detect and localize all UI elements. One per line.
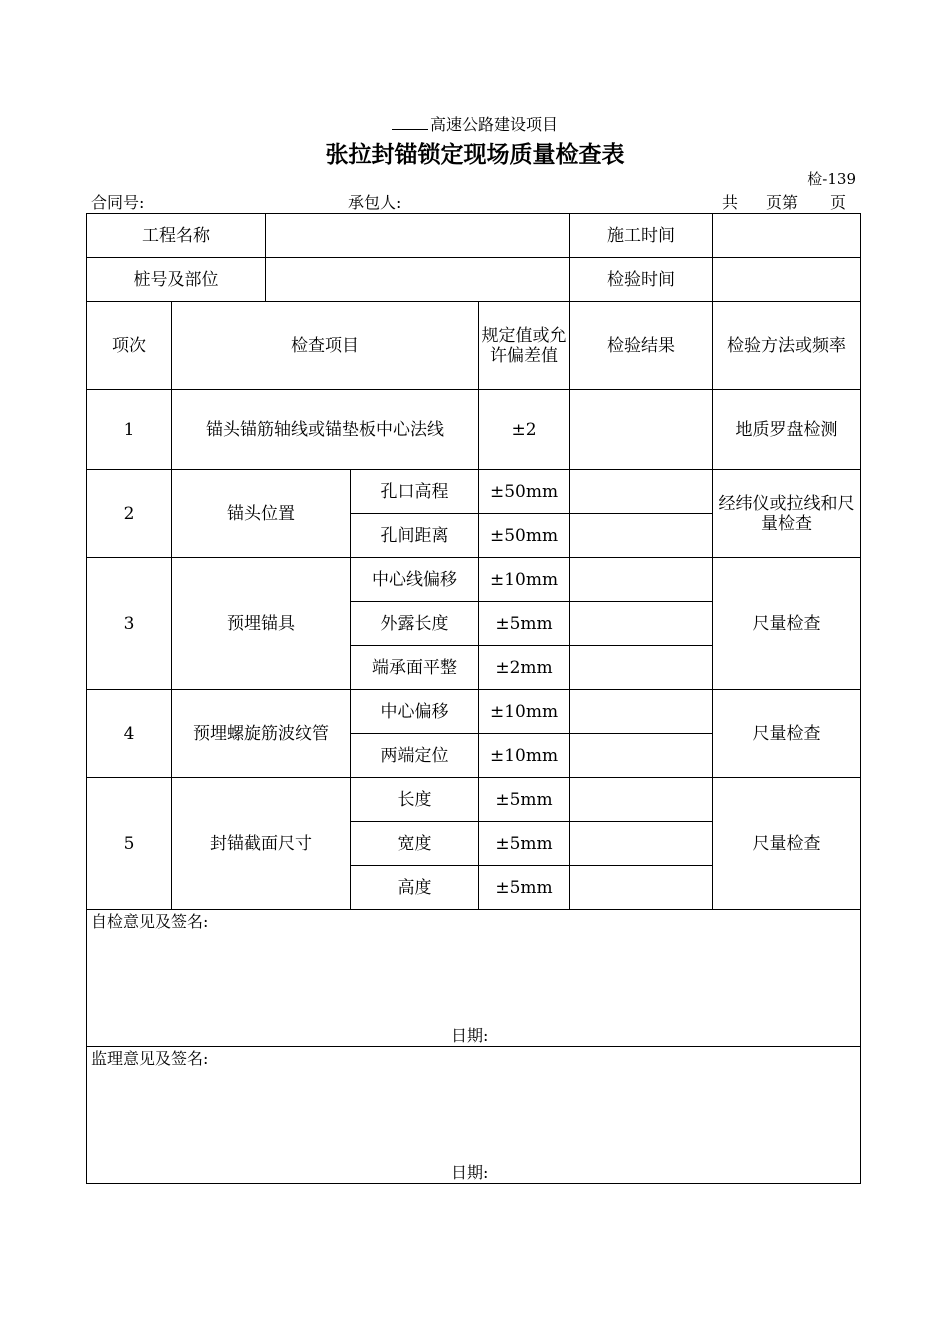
item-name: 锚头锚筋轴线或锚垫板中心法线 [172,390,479,470]
supervision-box[interactable] [87,1047,861,1184]
sub-item-result[interactable] [570,866,713,910]
page-mid-label: 页第 [766,193,799,212]
construction-time-value[interactable] [713,214,861,258]
sub-item-result[interactable] [570,822,713,866]
sub-item-name: 孔口高程 [351,470,479,514]
project-name-blank [392,115,428,130]
sub-item-tolerance: ±50mm [479,514,570,558]
self-check-row [87,910,861,1047]
item-result[interactable] [570,390,713,470]
sub-item-name: 孔间距离 [351,514,479,558]
col-check-item: 检查项目 [172,302,479,390]
sub-item-name: 两端定位 [351,734,479,778]
sub-item-result[interactable] [570,690,713,734]
table-row [87,690,861,734]
item-tolerance: ±2 [479,390,570,470]
item-no: 3 [87,558,172,690]
sub-item-tolerance: ±5mm [479,866,570,910]
inspection-time-value[interactable] [713,258,861,302]
inspection-time-label: 检验时间 [570,258,713,302]
station-label: 桩号及部位 [87,258,266,302]
table-row [87,470,861,514]
sub-item-name: 端承面平整 [351,646,479,690]
sub-item-result[interactable] [570,470,713,514]
contract-no-label: 合同号: [91,193,145,212]
page-count [722,190,846,213]
sub-item-name: 高度 [351,866,479,910]
station-row [87,258,861,302]
col-tolerance: 规定值或允许偏差值 [479,302,570,390]
sub-item-name: 外露长度 [351,602,479,646]
supervision-label: 监理意见及签名: [91,1049,209,1068]
form-number: 检-139 [807,170,856,188]
sub-item-name: 宽度 [351,822,479,866]
item-name: 预埋锚具 [172,558,351,690]
col-method: 检验方法或频率 [713,302,861,390]
item-no: 4 [87,690,172,778]
sub-item-result[interactable] [570,734,713,778]
sub-item-tolerance: ±5mm [479,778,570,822]
item-method: 尺量检查 [713,558,861,690]
column-header-row [87,302,861,390]
self-check-date-label: 日期: [451,1026,489,1045]
item-method: 尺量检查 [713,778,861,910]
item-no: 1 [87,390,172,470]
project-name-value[interactable] [266,214,570,258]
item-method: 地质罗盘检测 [713,390,861,470]
sub-item-tolerance: ±5mm [479,822,570,866]
sub-item-result[interactable] [570,646,713,690]
self-check-box[interactable] [87,910,861,1047]
item-name: 预埋螺旋筋波纹管 [172,690,351,778]
page-title: 张拉封锚锁定现场质量检查表 [325,142,625,168]
sub-item-tolerance: ±10mm [479,690,570,734]
table-row [87,390,861,470]
item-method: 经纬仪或拉线和尺量检查 [713,470,861,558]
sub-item-tolerance: ±10mm [479,558,570,602]
table-row [87,778,861,822]
item-name: 封锚截面尺寸 [172,778,351,910]
sub-item-result[interactable] [570,558,713,602]
project-name-label: 工程名称 [87,214,266,258]
item-no: 2 [87,470,172,558]
sub-item-result[interactable] [570,514,713,558]
table-row [87,558,861,602]
sub-item-result[interactable] [570,778,713,822]
inspection-table [86,213,861,1184]
sub-item-tolerance: ±2mm [479,646,570,690]
project-line [0,112,950,135]
col-item-no: 项次 [87,302,172,390]
item-method: 尺量检查 [713,690,861,778]
project-name-row [87,214,861,258]
supervision-date-label: 日期: [451,1163,489,1182]
supervision-row [87,1047,861,1184]
contractor-label: 承包人: [348,193,402,212]
sub-item-tolerance: ±10mm [479,734,570,778]
sub-item-result[interactable] [570,602,713,646]
item-no: 5 [87,778,172,910]
item-name: 锚头位置 [172,470,351,558]
sub-item-name: 中心线偏移 [351,558,479,602]
construction-time-label: 施工时间 [570,214,713,258]
page-total-label: 共 [722,193,739,212]
sub-item-name: 中心偏移 [351,690,479,734]
self-check-label: 自检意见及签名: [91,912,209,931]
sub-item-name: 长度 [351,778,479,822]
sub-item-tolerance: ±5mm [479,602,570,646]
page-end-label: 页 [830,193,847,212]
sub-item-tolerance: ±50mm [479,470,570,514]
project-line-text: 高速公路建设项目 [429,115,558,134]
col-result: 检验结果 [570,302,713,390]
station-value[interactable] [266,258,570,302]
